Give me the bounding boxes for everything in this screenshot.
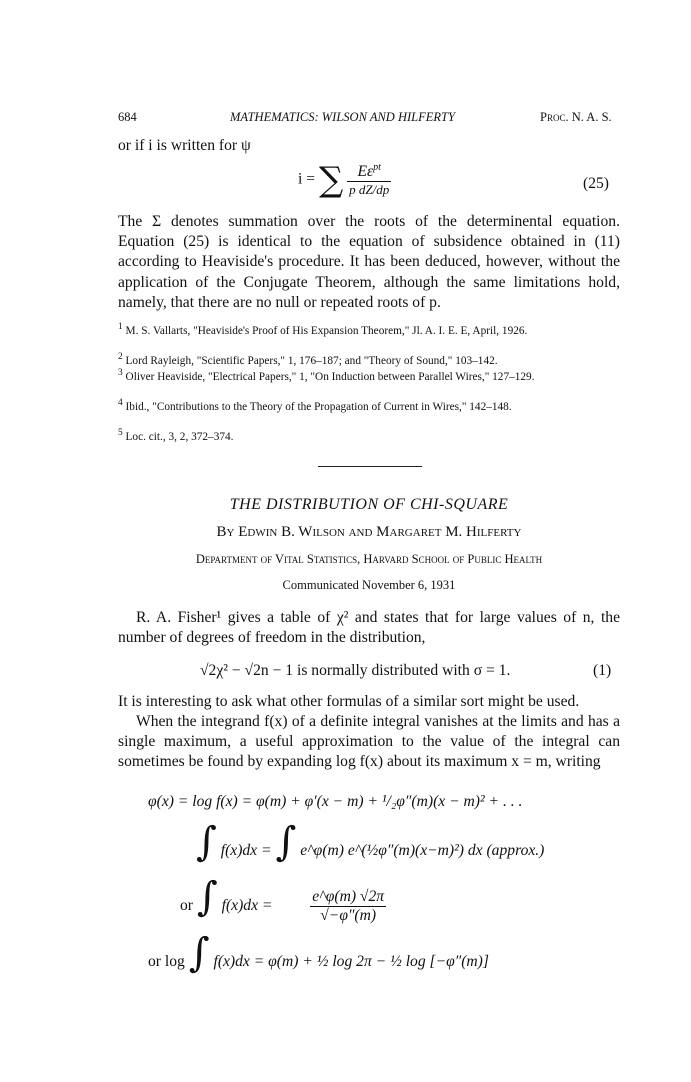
page-number: 684 bbox=[118, 110, 137, 124]
eq25-numerator: Eε bbox=[357, 163, 374, 181]
integral-sign: ∫ bbox=[188, 930, 210, 976]
integral-sign: ∫ bbox=[196, 874, 218, 920]
communicated-date: Communicated November 6, 1931 bbox=[282, 578, 456, 592]
footnote-4: $^4$ Ibid., "Contributions to the Theory of the Propagation of Current in Wires," 142–148. bbox=[118, 398, 512, 413]
integral-1 bbox=[196, 819, 545, 865]
equation-1: √2χ² − √2n − 1 is normally distributed with σ = 1. bbox=[200, 662, 511, 679]
integral-3 bbox=[148, 930, 489, 976]
footnote-2: $^2$ Lord Rayleigh, "Scientific Papers," 1, 176–187; and "Theory of Sound," 103–142. bbox=[118, 352, 498, 367]
integral-sign: ∫ bbox=[196, 819, 217, 865]
eq25-denominator: p dZ/dp bbox=[349, 182, 390, 198]
footnote-5: $^5$ Loc. cit., 3, 2, 372–374. bbox=[118, 428, 234, 443]
paragraph-4: When the integrand f(x) of a definite integral vanishes at the limits and has a single maximum, a useful approximation to the value of the integral can sometimes be found by expanding log f(x) about its maximum x = m, writing bbox=[118, 713, 620, 771]
department: Department of Vital Statistics, Harvard School of Public Health bbox=[195, 552, 543, 566]
integral-3-rhs: f(x)dx = φ(m) + ½ log 2π − ½ log [−φ″(m)] bbox=[213, 953, 489, 970]
integral-1-rhs: e^φ(m) e^(½φ″(m)(x−m)²) dx (approx.) bbox=[300, 842, 545, 859]
eq1-number: (1) bbox=[593, 662, 612, 679]
equation-25 bbox=[298, 160, 391, 200]
integral-2-prefix: or bbox=[180, 897, 193, 914]
summation-symbol: ∑ bbox=[318, 160, 344, 200]
integral-2-lhs: f(x)dx = bbox=[221, 897, 273, 914]
journal-abbrev: Proc. N. A. S. bbox=[540, 110, 612, 124]
article-title: THE DISTRIBUTION OF CHI-SQUARE bbox=[229, 496, 509, 513]
intro-line: or if i is written for ψ bbox=[118, 137, 251, 154]
eq25-number: (25) bbox=[583, 175, 609, 192]
running-title: MATHEMATICS: WILSON AND HILFERTY bbox=[230, 110, 455, 124]
eq25-numerator-sup: pt bbox=[373, 161, 381, 173]
eq25-fraction bbox=[347, 162, 391, 198]
integral-sign: ∫ bbox=[275, 819, 297, 865]
paragraph-2: R. A. Fisher¹ gives a table of χ² and states that for large values of n, the number of degrees of freedom in the distribution, bbox=[118, 609, 620, 647]
section-divider bbox=[318, 466, 422, 467]
paragraph-1: The Σ denotes summation over the roots of the determinental equation. Equation (25) is identical to the equation of subsidence obtained in (11) according to Heaviside's procedure. It has been deduced, however, without the application of the Conjugate Theorem, although the same limitations hold, namely, that there are no null or repeated roots of p. bbox=[118, 213, 620, 311]
eq25-lhs: i = bbox=[298, 170, 316, 188]
integral-2-numerator: e^φ(m) √2π bbox=[312, 887, 385, 905]
integral-1-lhs: f(x)dx = bbox=[220, 842, 272, 859]
integral-2-denominator: √−φ″(m) bbox=[320, 906, 377, 924]
footnote-1: $^1$ M. S. Vallarts, "Heaviside's Proof of His Expansion Theorem," Jl. A. I. E. E, April, 1926. bbox=[118, 322, 528, 337]
byline: By Edwin B. Wilson and Margaret M. Hilferty bbox=[216, 524, 522, 540]
footnote-3: $^3$ Oliver Heaviside, "Electrical Papers," 1, "On Induction between Parallel Wires," 127–129. bbox=[118, 368, 535, 383]
integral-2-fraction bbox=[310, 888, 386, 925]
integral-3-prefix: or log bbox=[148, 953, 185, 970]
paragraph-3: It is interesting to ask what other formulas of a similar sort might be used. bbox=[118, 693, 580, 710]
phi-expansion: φ(x) = log f(x) = φ(m) + φ′(x − m) + ¹/₂φ″(m)(x − m)² + . . . bbox=[148, 793, 523, 810]
integral-2 bbox=[180, 874, 386, 925]
